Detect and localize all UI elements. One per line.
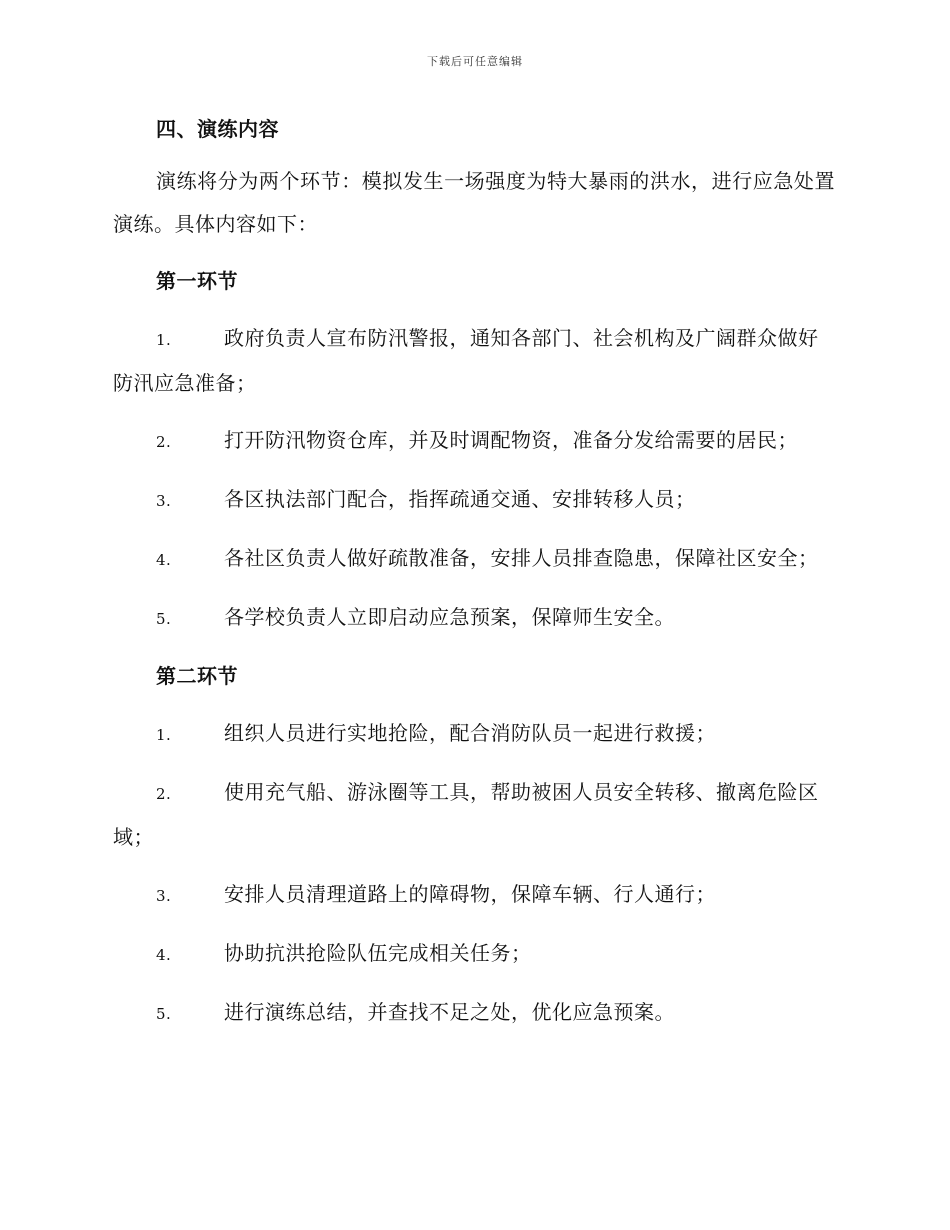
stage1-title: 第一环节 bbox=[156, 269, 238, 293]
item-number: 3. bbox=[156, 492, 172, 510]
item-text: 组织人员进行实地抢险，配合消防队员一起进行救援； bbox=[224, 721, 716, 745]
stage2-item-2 bbox=[113, 771, 835, 859]
item-text: 协助抗洪抢险队伍完成相关任务； bbox=[224, 941, 532, 965]
item-text: 政府负责人宣布防汛警报，通知各部门、社会机构及广阔群众做好防汛应急准备； bbox=[113, 326, 819, 395]
stage2-title: 第二环节 bbox=[156, 664, 238, 688]
stage1-item-3 bbox=[113, 478, 835, 523]
item-text: 使用充气船、游泳圈等工具，帮助被困人员安全转移、撤离危险区域； bbox=[113, 780, 819, 849]
item-text: 安排人员清理道路上的障碍物，保障车辆、行人通行； bbox=[224, 882, 716, 906]
document-body bbox=[113, 112, 835, 1050]
stage1-item-2 bbox=[113, 419, 835, 464]
section-title: 四、演练内容 bbox=[156, 117, 279, 141]
item-number: 5. bbox=[156, 610, 172, 628]
item-number: 3. bbox=[156, 887, 172, 905]
intro-paragraph: 演练将分为两个环节：模拟发生一场强度为特大暴雨的洪水，进行应急处置演练。具体内容如下： bbox=[113, 169, 835, 236]
stage2-item-4 bbox=[113, 932, 835, 977]
header-note: 下载后可任意编辑 bbox=[427, 55, 523, 68]
item-text: 各学校负责人立即启动应急预案，保障师生安全。 bbox=[224, 605, 675, 629]
item-number: 5. bbox=[156, 1005, 172, 1023]
stage2-item-1 bbox=[113, 712, 835, 757]
item-number: 4. bbox=[156, 551, 172, 569]
stage2-item-3 bbox=[113, 873, 835, 918]
item-number: 1. bbox=[156, 331, 172, 349]
stage1-item-5 bbox=[113, 596, 835, 641]
item-text: 进行演练总结，并查找不足之处，优化应急预案。 bbox=[224, 1000, 675, 1024]
item-text: 打开防汛物资仓库，并及时调配物资，准备分发给需要的居民； bbox=[224, 428, 798, 452]
item-text: 各社区负责人做好疏散准备，安排人员排查隐患，保障社区安全； bbox=[224, 546, 819, 570]
item-number: 2. bbox=[156, 785, 172, 803]
item-text: 各区执法部门配合，指挥疏通交通、安排转移人员； bbox=[224, 487, 696, 511]
item-number: 2. bbox=[156, 433, 172, 451]
stage2-item-5 bbox=[113, 991, 835, 1036]
item-number: 4. bbox=[156, 946, 172, 964]
stage1-item-4 bbox=[113, 537, 835, 582]
stage1-item-1 bbox=[113, 317, 835, 405]
item-number: 1. bbox=[156, 726, 172, 744]
